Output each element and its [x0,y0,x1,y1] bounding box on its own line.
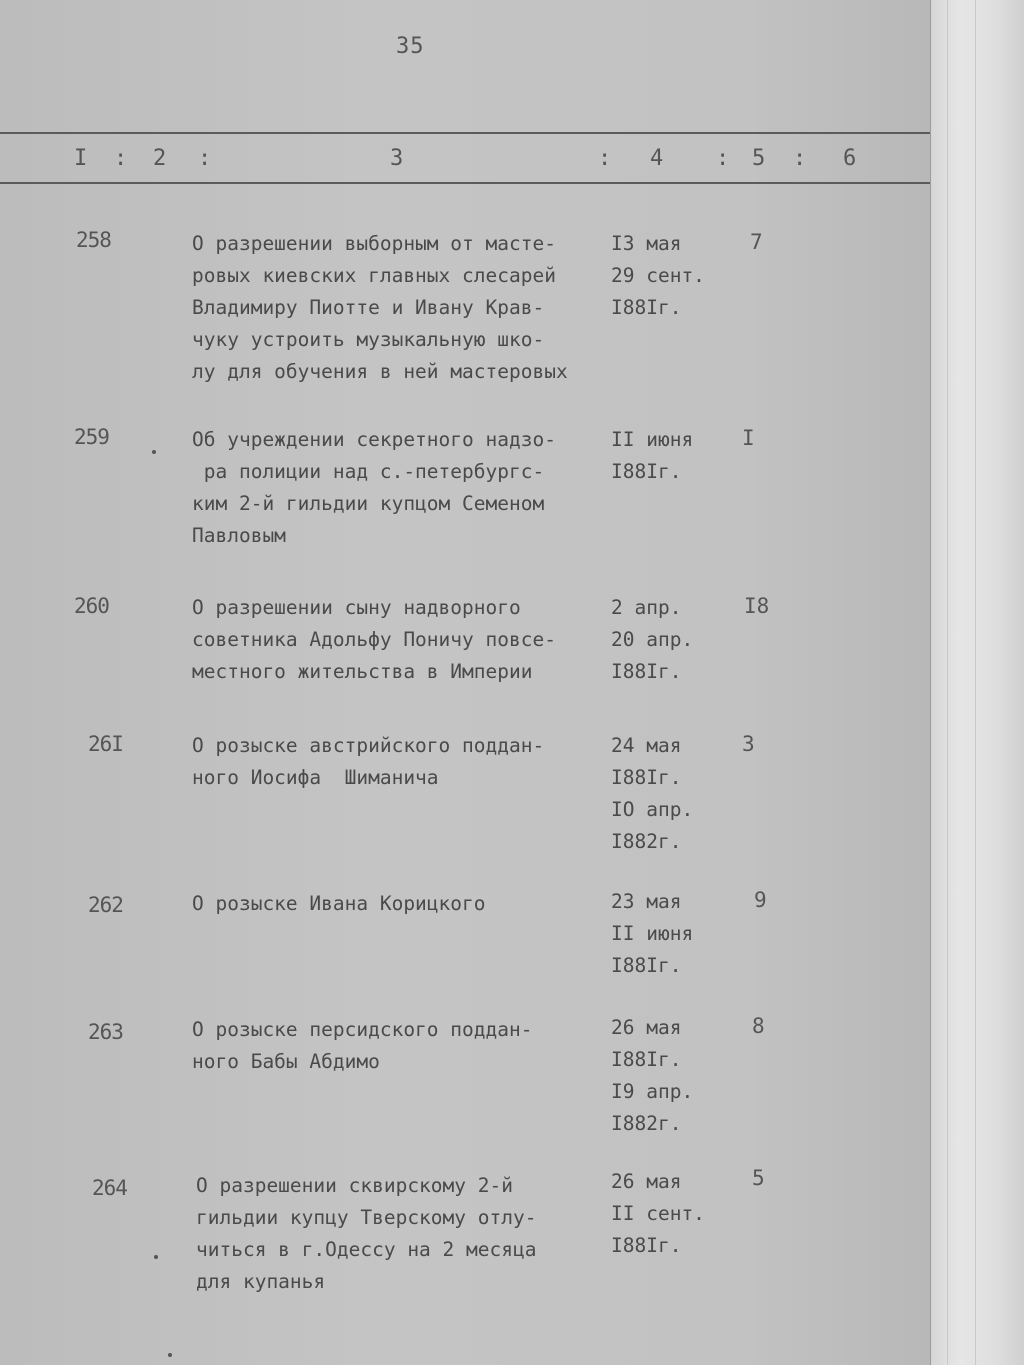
entry-dates: 23 мая II июня I88Iг. [611,890,694,977]
ink-speck [154,1255,158,1259]
entry-dates: 26 мая I88Iг. I9 апр. I882г. [611,1016,694,1135]
entry-dates: I3 мая 29 сент. I88Iг. [611,232,705,319]
page-number: 35 [396,34,425,59]
entry-title: О разрешении сыну надворного советника Адольфу Поничу повсе- местного жительства в Империи [192,596,556,683]
column-separator: : [716,146,730,171]
column-header-5: 5 [752,146,766,171]
column-header-2: 2 [153,146,167,171]
entry-sheet-count: I [742,426,755,450]
header-top-rule [0,132,930,134]
entry-number: 259 [74,425,109,449]
column-header-1: I [74,146,88,171]
entry-sheet-count: 7 [750,230,763,254]
entry-number: 263 [88,1020,123,1044]
entry-title: О разрешении выборным от масте- ровых киевских главных слесарей Владимиру Пиотте и Ивану Крав- чуку устроить музыкальную шко- лу для обучения в ней мастеровых [192,232,568,383]
page-edge-stack [930,0,1024,1365]
entry-dates: 26 мая II сент. I88Iг. [611,1170,705,1257]
entry-number: 260 [74,594,109,618]
entry-number: 258 [76,228,111,252]
entry-sheet-count: 8 [752,1014,765,1038]
edge-line [975,0,976,1365]
entry-sheet-count: 9 [754,888,767,912]
column-header-6: 6 [843,146,857,171]
column-separator: : [198,146,212,171]
entry-title: О розыске австрийского поддан- ного Иосифа Шиманича [192,734,545,789]
column-header-3: 3 [390,146,404,171]
entry-dates: 2 апр. 20 апр. I88Iг. [611,596,694,683]
entry-dates: 24 мая I88Iг. IO апр. I882г. [611,734,694,853]
entry-title: О разрешении сквирскому 2-й гильдии купцу Тверскому отлу- читься в г.Одессу на 2 месяца для купанья [196,1174,537,1293]
header-bottom-rule [0,182,930,184]
entry-sheet-count: 5 [752,1166,765,1190]
entry-title: Об учреждении секретного надзо- ра полиции над с.-петербургс- ким 2-й гильдии купцом Семеном Павловым [192,428,556,547]
column-separator: : [793,146,807,171]
entry-number: 262 [88,893,123,917]
column-separator: : [114,146,128,171]
ink-speck [168,1353,172,1357]
ink-speck [152,450,156,454]
entry-number: 264 [92,1176,127,1200]
column-separator: : [598,146,612,171]
entry-sheet-count: 3 [742,732,755,756]
column-header-4: 4 [650,146,664,171]
entry-title: О розыске персидского поддан- ного Бабы Абдимо [192,1018,533,1073]
entry-title: О розыске Ивана Корицкого [192,892,486,915]
entry-number: 26I [88,732,123,756]
entry-dates: II июня I88Iг. [611,428,694,483]
edge-line [947,0,948,1365]
entry-sheet-count: I8 [744,594,770,618]
